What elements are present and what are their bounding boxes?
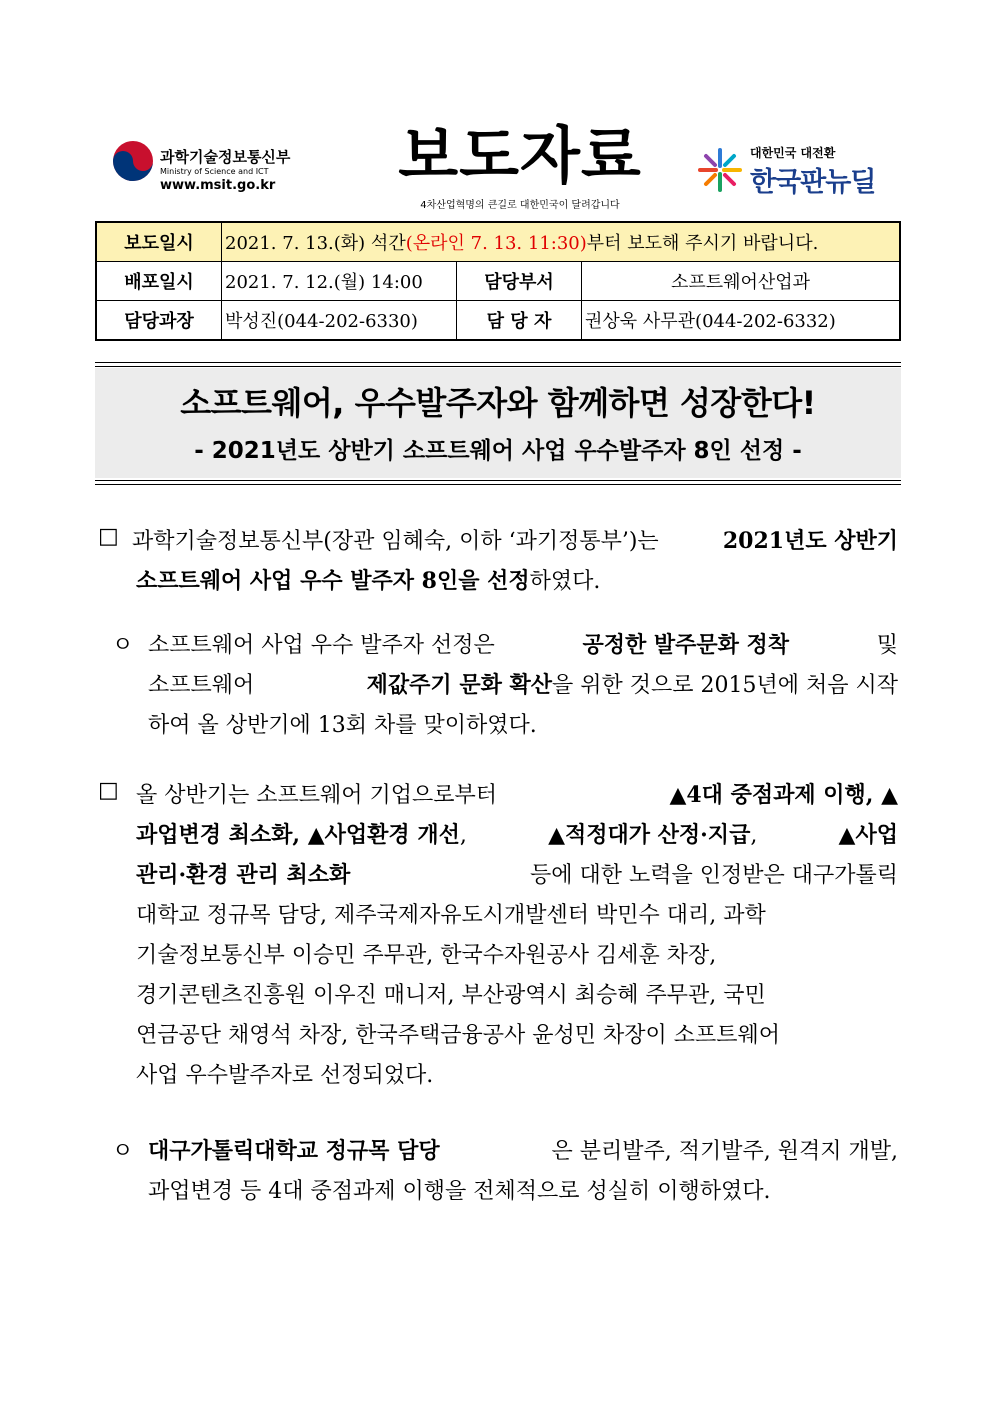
title-bottom-rule xyxy=(95,480,901,481)
release-info-table xyxy=(95,221,901,341)
p1-line2-bold: 소프트웨어 사업 우수 발주자 8인을 선정 xyxy=(136,568,530,594)
subheadline: - 2021년도 상반기 소프트웨어 사업 우수발주자 8인 선정 - xyxy=(194,438,802,464)
p3-line1-text: 올 상반기는 소프트웨어 기업으로부터 xyxy=(136,783,498,808)
release-date: 2021. 7. 13.(화) 석간 xyxy=(225,233,406,254)
p1-line1-bold: 2021년도 상반기 xyxy=(722,528,898,554)
p1-bullet: □ xyxy=(98,524,119,549)
p4-line1-text: 은 분리발주, 적기발주, 원격지 개발, xyxy=(551,1139,898,1164)
ministry-url: www.msit.go.kr xyxy=(160,178,276,193)
p2-line2-bold: 제값주기 문화 확산 xyxy=(366,672,553,698)
p3-line8: 사업 우수발주자로 선정되었다. xyxy=(136,1063,434,1088)
p4-line2: 과업변경 등 4대 중점과제 이행을 전체적으로 성실히 이행하였다. xyxy=(148,1179,771,1204)
release-date-value xyxy=(222,222,901,262)
p3-line7: 연금공단 채영석 차장, 한국주택금융공사 윤성민 차장이 소프트웨어 xyxy=(136,1023,781,1048)
p1-line2-text: 하였다. xyxy=(529,569,601,594)
p2-line1 xyxy=(148,628,898,659)
p3-line2-bold-c: ▲사업 xyxy=(838,822,898,848)
distribution-value: 2021. 7. 12.(월) 14:00 xyxy=(222,262,457,301)
press-release-title: 보도자료 xyxy=(398,119,642,192)
p3-line3 xyxy=(136,858,898,889)
manager-label: 담당과장 xyxy=(96,301,222,341)
p3-line2-bold-b: ▲적정대가 산정·지급 xyxy=(548,822,751,848)
ministry-name-english: Ministry of Science and ICT xyxy=(160,167,269,176)
p2-line1-end: 및 xyxy=(876,633,898,658)
p3-line3-bold: 관리·환경 관리 최소화 xyxy=(136,862,351,888)
p3-line2-comma-a: , xyxy=(459,823,467,848)
p2-line1-bold: 공정한 발주문화 정착 xyxy=(582,632,790,658)
headline: 소프트웨어, 우수발주자와 함께하면 성장한다! xyxy=(180,384,816,422)
department-value: 소프트웨어산업과 xyxy=(582,262,901,301)
contact-label: 담 당 자 xyxy=(457,301,582,341)
p3-line3-text: 등에 대한 노력을 인정받은 대구가톨릭 xyxy=(529,863,898,888)
p2-line1-text: 소프트웨어 사업 우수 발주자 선정은 xyxy=(148,633,495,658)
p2-bullet: ㅇ xyxy=(112,633,134,658)
p3-line2-comma-b: , xyxy=(750,823,758,848)
distribution-row xyxy=(96,262,900,301)
p2-line2-end: 을 위한 것으로 2015년에 처음 시작 xyxy=(552,673,898,698)
ministry-name: 과학기술정보통신부 xyxy=(160,148,291,166)
release-date-row xyxy=(96,222,900,262)
department-label: 담당부서 xyxy=(457,262,582,301)
release-date-label: 보도일시 xyxy=(96,222,222,262)
msit-emblem-icon xyxy=(112,140,154,182)
p3-line2 xyxy=(136,818,898,849)
p3-line1-bold: ▲4대 중점과제 이행, ▲ xyxy=(669,782,898,808)
p2-line2 xyxy=(148,668,898,699)
p4-line1 xyxy=(148,1134,898,1165)
p1-line1-text: 과학기술정보통신부(장관 임혜숙, 이하 ‘과기정통부’)는 xyxy=(132,529,659,554)
p1-line2 xyxy=(136,564,600,595)
new-deal-name: 한국판뉴딜 xyxy=(750,167,876,198)
p4-bullet: ㅇ xyxy=(112,1139,134,1164)
release-online-time: (온라인 7. 13. 11:30) xyxy=(405,233,587,254)
contact-value: 권상욱 사무관(044-202-6332) xyxy=(582,301,901,341)
p2-line2-start: 소프트웨어 xyxy=(148,673,255,698)
title-top-rule-2 xyxy=(95,366,901,367)
press-release-slogan: 4차산업혁명의 큰길로 대한민국이 달려갑니다 xyxy=(420,200,620,211)
p2-line3: 하여 올 상반기에 13회 차를 맞이하였다. xyxy=(148,713,537,738)
p1-line1 xyxy=(132,524,898,555)
title-top-rule xyxy=(95,362,901,363)
new-deal-tagline: 대한민국 대전환 xyxy=(750,146,836,160)
p4-line1-bold: 대구가톨릭대학교 정규목 담당 xyxy=(148,1138,440,1164)
p3-line1 xyxy=(136,778,898,809)
p3-line2-bold-a: 과업변경 최소화, ▲사업환경 개선 xyxy=(136,822,460,848)
p3-line5: 기술정보통신부 이승민 주무관, 한국수자원공사 김세훈 차장, xyxy=(136,943,717,968)
release-date-suffix: 부터 보도해 주시기 바랍니다. xyxy=(586,233,819,254)
new-deal-logo-icon xyxy=(696,146,744,194)
title-bottom-rule-2 xyxy=(95,484,901,485)
p3-bullet: □ xyxy=(98,778,119,803)
manager-row xyxy=(96,301,900,341)
distribution-label: 배포일시 xyxy=(96,262,222,301)
manager-value: 박성진(044-202-6330) xyxy=(222,301,457,341)
p3-line4: 대학교 정규목 담당, 제주국제자유도시개발센터 박민수 대리, 과학 xyxy=(136,903,766,928)
p3-line6: 경기콘텐츠진흥원 이우진 매니저, 부산광역시 최승혜 주무관, 국민 xyxy=(136,983,766,1008)
